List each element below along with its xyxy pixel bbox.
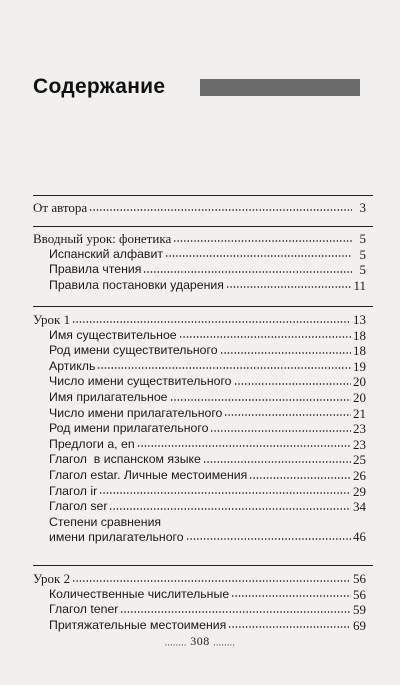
footer-dots-left: ........ [164, 637, 187, 648]
toc-subentry-title: Глагол ir [49, 483, 98, 498]
leader-dots [249, 476, 351, 480]
toc-subentry [33, 390, 366, 406]
toc-subentry-page: 26 [353, 467, 366, 483]
leader-dots [203, 460, 351, 464]
toc-subentry [33, 421, 366, 437]
toc-subentry-multiline [33, 515, 366, 545]
toc-subentry-page: 29 [353, 483, 366, 499]
toc-subentry-page: 20 [353, 389, 366, 405]
toc-subentry-page: 23 [353, 421, 366, 437]
toc-subentry [33, 499, 366, 515]
toc-subentry-title: Глагол tener [49, 602, 119, 617]
toc-subentry-title: Имя существительное [49, 327, 177, 342]
toc-subentry-title: Предлоги a, en [49, 436, 135, 451]
toc-subentry-page: 34 [353, 499, 366, 515]
toc-subentry-page: 59 [353, 602, 366, 618]
toc-subentry [33, 468, 366, 484]
toc-subentry [33, 359, 366, 375]
leader-dots [89, 208, 352, 212]
leader-dots [231, 594, 351, 598]
page-title: Содержание [33, 75, 166, 98]
toc-subentry-page: 56 [353, 586, 366, 602]
toc-section-lesson-2 [33, 571, 366, 633]
toc-entry [33, 312, 366, 328]
toc-subentry-title: Число имени прилагательного [49, 405, 223, 420]
leader-dots [210, 429, 351, 433]
toc-subentry-title: Глагол ser [49, 499, 108, 514]
toc-subentry-page: 18 [353, 343, 366, 359]
toc-subentry-page: 20 [353, 374, 366, 390]
toc-subentry-title-line1: Степени сравнения [49, 514, 162, 529]
toc-subentry-title: Род имени существительного [49, 343, 218, 358]
toc-subentry-title: Глагол estar. Личные местоимения [49, 467, 248, 482]
toc-section-intro [33, 231, 366, 293]
toc-entry-title: Вводный урок: фонетика [33, 231, 172, 246]
toc-subentry [33, 602, 366, 618]
heading-decor-bar [200, 79, 360, 96]
toc-subentry-title: Правила постановки ударения [49, 277, 224, 292]
toc-subentry-title: Правила чтения [49, 262, 142, 277]
leader-dots [143, 270, 352, 274]
toc-subentry [33, 618, 366, 634]
leader-dots [72, 320, 351, 324]
leader-dots [137, 444, 351, 448]
toc-subentry-page: 25 [353, 452, 366, 468]
toc-entry-page: 56 [353, 571, 366, 586]
leader-dots [224, 413, 351, 417]
leader-dots [234, 382, 351, 386]
toc-subentry-title: Глагол в испанском языке [49, 452, 201, 467]
leader-dots [170, 398, 351, 402]
toc-subentry-title: Притяжательные местоимения [49, 617, 227, 632]
leader-dots [109, 507, 351, 511]
page-number: 308 [190, 634, 210, 648]
leader-dots [179, 335, 351, 339]
toc-subentry-page: 5 [359, 246, 366, 262]
toc-subentry-page: 21 [353, 405, 366, 421]
toc-entry-page: 3 [359, 200, 366, 215]
toc-entry [33, 231, 366, 247]
toc-subentry-page: 23 [353, 436, 366, 452]
leader-dots [220, 351, 351, 355]
toc-entry-title: Урок 1 [33, 312, 71, 327]
footer-dots-right: ........ [213, 637, 236, 648]
toc-subentry-title: Артикль [49, 358, 96, 373]
toc-subentry-page: 18 [353, 327, 366, 343]
toc-section-author [33, 200, 366, 216]
section-divider [33, 565, 373, 566]
toc-subentry [33, 374, 366, 390]
toc-entry-page: 5 [359, 231, 366, 246]
toc-subentry-page: 19 [353, 358, 366, 374]
toc-subentry-title: Испанский алфавит [49, 246, 163, 261]
leader-dots [72, 579, 351, 583]
toc-section-lesson-1 [33, 312, 366, 545]
toc-subentry-page: 69 [353, 617, 366, 633]
toc-entry-title: Урок 2 [33, 571, 71, 586]
toc-subentry-title: Имя прилагательное [49, 389, 168, 404]
leader-dots [165, 254, 352, 258]
leader-dots [186, 537, 351, 541]
toc-subentry-title: Число имени существительного [49, 374, 232, 389]
toc-subentry [33, 278, 366, 294]
toc-entry-title: От автора [33, 200, 88, 215]
page-footer [0, 634, 400, 649]
leader-dots [120, 610, 351, 614]
toc-subentry [33, 452, 366, 468]
toc-subentry [33, 343, 366, 359]
toc-subentry [33, 406, 366, 422]
toc-entry [33, 571, 366, 587]
heading-wrap [33, 74, 165, 100]
leader-dots [226, 285, 352, 289]
toc-subentry-page: 11 [353, 277, 366, 293]
toc-subentry [33, 484, 366, 500]
toc-subentry [33, 328, 366, 344]
leader-dots [173, 239, 352, 243]
toc-subentry-page: 46 [353, 528, 366, 544]
section-divider [33, 195, 373, 196]
toc-subentry [33, 262, 366, 278]
section-divider [33, 306, 373, 307]
section-divider [33, 226, 373, 227]
leader-dots [99, 491, 351, 495]
leader-dots [228, 625, 351, 629]
leader-dots [97, 366, 351, 370]
toc-subentry [33, 437, 366, 453]
toc-subentry-title: Количественные числительные [49, 586, 230, 601]
toc-subentry-title-line2: имени прилагательного [49, 529, 184, 544]
toc-subentry-page: 5 [359, 262, 366, 278]
toc-subentry [33, 587, 366, 603]
toc-entry-page: 13 [353, 312, 366, 327]
toc-subentry-title: Род имени прилагательного [49, 421, 209, 436]
toc-subentry [33, 247, 366, 263]
toc-entry [33, 200, 366, 216]
